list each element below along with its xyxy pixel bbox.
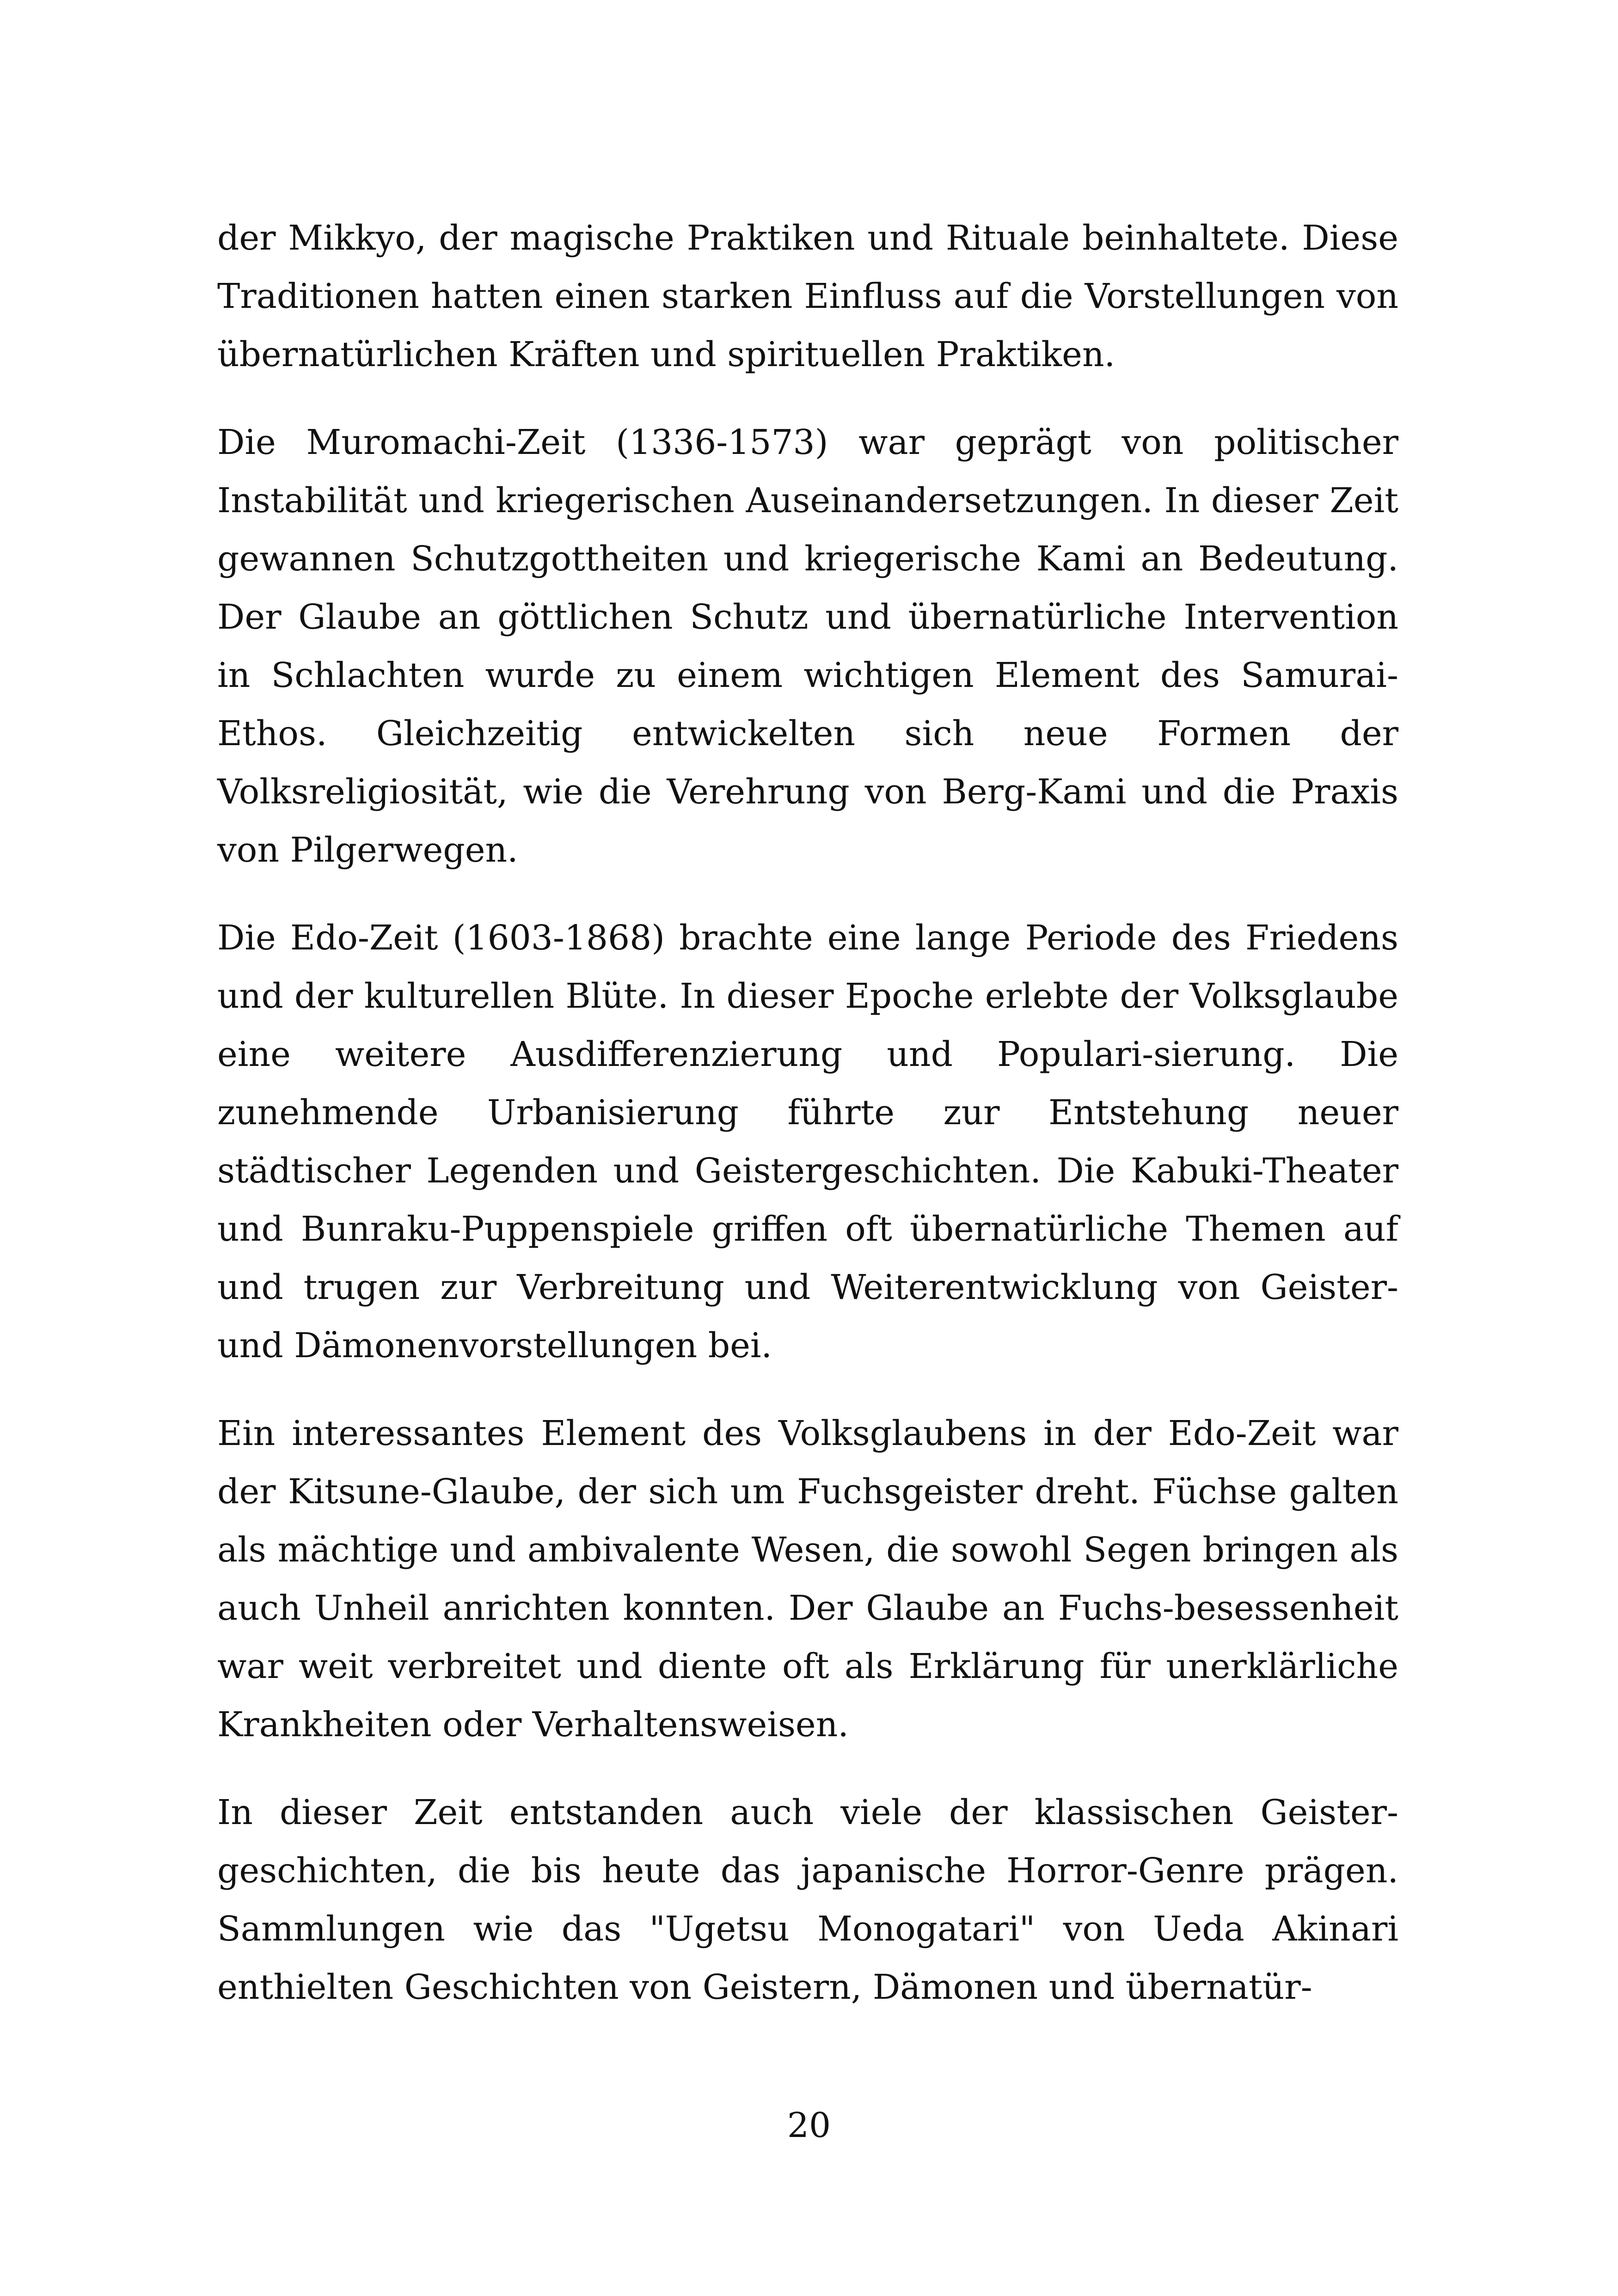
paragraph-muromachi-period: Die Muromachi-Zeit (1336-1573) war geprägt von politischer Instabilität und kriegerischen Auseinandersetzungen. In dieser Zeit gewannen Schutzgottheiten und kriegerische Kami an Bedeutung. Der Glaube an göttlichen Schutz und übernatürliche Intervention in Schlachten wurde zu einem wichtigen Element des Samurai-Ethos. Gleichzeitig entwickelten sich neue Formen der Volksreligiosität, wie die Verehrung von Berg-Kami und die Praxis von Pilgerwegen. <box>217 422 1398 870</box>
paragraph-edo-period: Die Edo-Zeit (1603-1868) brachte eine lange Periode des Friedens und der kulturellen Blüte. In dieser Epoche erlebte der Volksglaube eine weitere Ausdifferenzierung und Populari-sierung. Die zunehmende Urbanisierung führte zur Entstehung neuer städtischer Legenden und Geistergeschichten. Die Kabuki-Theater und Bunraku-Puppenspiele griffen oft übernatürliche Themen auf und trugen zur Verbreitung und Weiterentwicklung von Geister- und Dämonenvorstellungen bei. <box>217 918 1398 1365</box>
paragraph-kitsune-belief: Ein interessantes Element des Volksglaubens in der Edo-Zeit war der Kitsune-Glaube, der sich um Fuchsgeister dreht. Füchse galten als mächtige und ambivalente Wesen, die sowohl Segen bringen als auch Unheil anrichten konnten. Der Glaube an Fuchs-besessenheit war weit verbreitet und diente oft als Erklärung für unerklärliche Krankheiten oder Verhaltensweisen. <box>217 1414 1398 1745</box>
paragraph-mikkyo-traditions: der Mikkyo, der magische Praktiken und Rituale beinhaltete. Diese Traditionen hatten einen starken Einfluss auf die Vorstellungen von übernatürlichen Kräften und spirituellen Praktiken. <box>217 218 1398 374</box>
paragraph-ghost-stories: In dieser Zeit entstanden auch viele der klassischen Geister-geschichten, die bis heute das japanische Horror-Genre prägen. Sammlungen wie das "Ugetsu Monogatari" von Ueda Akinari enthielten Geschichten von Geistern, Dämonen und übernatür- <box>217 1793 1398 2007</box>
page-number: 20 <box>787 2106 831 2145</box>
body-text <box>217 209 1398 2046</box>
